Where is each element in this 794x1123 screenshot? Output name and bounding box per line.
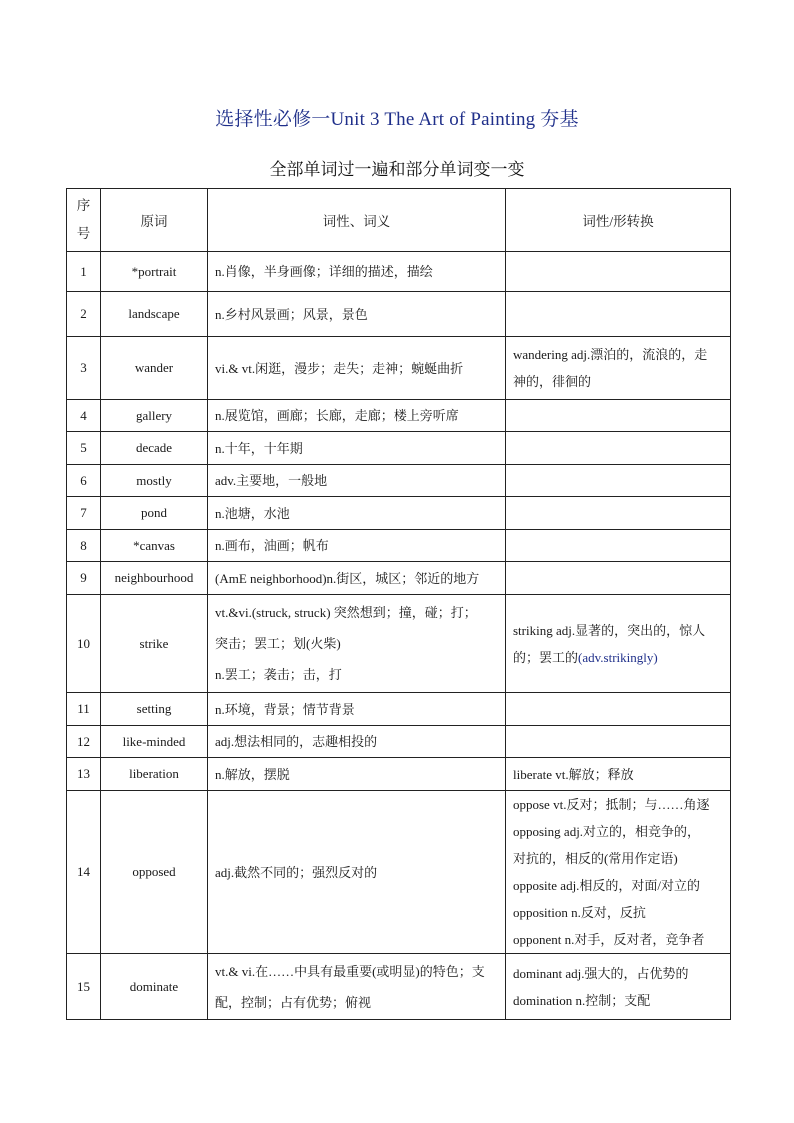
meaning-line: vi.& vt.闲逛，漫步；走失；走神；蜿蜒曲折 xyxy=(215,360,464,376)
row-word: strike xyxy=(101,595,208,693)
header-word: 原词 xyxy=(101,189,208,252)
table-row xyxy=(67,432,731,465)
row-number: 1 xyxy=(67,252,101,292)
meaning-line: n.环境，背景；情节背景 xyxy=(215,701,355,717)
meaning-line: n.解放，摆脱 xyxy=(215,766,290,782)
meaning-line: adj.想法相同的，志趣相投的 xyxy=(215,734,378,749)
transform-line: striking adj.显著的，突出的，惊人 xyxy=(513,622,706,638)
row-transform xyxy=(506,693,731,726)
row-meaning xyxy=(208,726,506,758)
meaning-line: vt.& vi.在……中具有最重要(或明显)的特色；支 xyxy=(215,963,485,979)
row-transform xyxy=(506,791,731,954)
table-row xyxy=(67,337,731,400)
row-number: 5 xyxy=(67,432,101,465)
table-header-row xyxy=(67,189,731,252)
row-meaning xyxy=(208,465,506,497)
table-row xyxy=(67,497,731,530)
meaning-line: n.十年，十年期 xyxy=(215,440,303,456)
table-row xyxy=(67,465,731,497)
row-word: *canvas xyxy=(101,530,208,562)
row-transform xyxy=(506,595,731,693)
row-transform xyxy=(506,530,731,562)
transform-line: opponent n.对手，反对者，竞争者 xyxy=(513,932,705,947)
row-meaning xyxy=(208,400,506,432)
row-word: neighbourhood xyxy=(101,562,208,595)
row-number: 3 xyxy=(67,337,101,400)
row-number: 15 xyxy=(67,954,101,1020)
meaning-line: 突击；罢工；划(火柴) xyxy=(215,636,341,651)
meaning-line: n.肖像，半身画像；详细的描述，描绘 xyxy=(215,264,433,279)
row-meaning xyxy=(208,758,506,791)
table-row xyxy=(67,954,731,1020)
header-transform: 词性/形转换 xyxy=(506,189,731,252)
transform-line: opposite adj.相反的，对面/对立的 xyxy=(513,878,701,893)
row-number: 9 xyxy=(67,562,101,595)
row-word: mostly xyxy=(101,465,208,497)
vocabulary-table xyxy=(66,188,731,1020)
row-number: 4 xyxy=(67,400,101,432)
transform-line: dominant adj.强大的，占优势的 xyxy=(513,965,689,981)
row-transform xyxy=(506,337,731,400)
row-word: decade xyxy=(101,432,208,465)
row-number: 6 xyxy=(67,465,101,497)
transform-adverb: (adv.strikingly) xyxy=(578,649,658,665)
table-row xyxy=(67,292,731,337)
row-transform xyxy=(506,726,731,758)
row-word: liberation xyxy=(101,758,208,791)
meaning-line: 配，控制；占有优势；俯视 xyxy=(215,994,372,1010)
row-number: 12 xyxy=(67,726,101,758)
row-meaning xyxy=(208,497,506,530)
row-word: gallery xyxy=(101,400,208,432)
row-word: like-minded xyxy=(101,726,208,758)
table-row xyxy=(67,791,731,954)
row-meaning xyxy=(208,252,506,292)
row-word: opposed xyxy=(101,791,208,954)
transform-line: 神的，徘徊的 xyxy=(513,374,592,389)
row-transform xyxy=(506,432,731,465)
row-number: 2 xyxy=(67,292,101,337)
row-transform xyxy=(506,465,731,497)
row-transform xyxy=(506,562,731,595)
row-word: dominate xyxy=(101,954,208,1020)
row-meaning xyxy=(208,562,506,595)
transform-line: oppose vt.反对；抵制；与……角逐 xyxy=(513,797,710,812)
transform-line: 对抗的，相反的(常用作定语) xyxy=(513,851,678,866)
row-meaning xyxy=(208,337,506,400)
header-meaning: 词性、词义 xyxy=(208,189,506,252)
table-row xyxy=(67,530,731,562)
transform-line: opposition n.反对，反抗 xyxy=(513,905,646,920)
row-word: pond xyxy=(101,497,208,530)
row-meaning xyxy=(208,954,506,1020)
page-title: 选择性必修一Unit 3 The Art of Painting 夯基 xyxy=(215,109,579,130)
row-meaning xyxy=(208,292,506,337)
meaning-line: vt.&vi.(struck, struck) 突然想到；撞，碰；打； xyxy=(215,605,477,620)
row-meaning xyxy=(208,791,506,954)
row-meaning xyxy=(208,595,506,693)
row-word: *portrait xyxy=(101,252,208,292)
meaning-line: n.罢工；袭击；击，打 xyxy=(215,667,342,682)
transform-line: liberate vt.解放；释放 xyxy=(513,766,634,782)
header-number: 序 号 xyxy=(67,189,101,252)
meaning-line: n.展览馆，画廊；长廊，走廊；楼上旁听席 xyxy=(215,408,459,423)
row-word: setting xyxy=(101,693,208,726)
meaning-line: n.乡村风景画；风景，景色 xyxy=(215,306,368,322)
page-subtitle: 全部单词过一遍和部分单词变一变 xyxy=(269,160,525,179)
table-row xyxy=(67,726,731,758)
transform-line: wandering adj.漂泊的，流浪的，走 xyxy=(513,347,708,362)
row-word: wander xyxy=(101,337,208,400)
table-row xyxy=(67,400,731,432)
table-row xyxy=(67,252,731,292)
table-row xyxy=(67,693,731,726)
table-row xyxy=(67,595,731,693)
transform-line: opposing adj.对立的，相竞争的， xyxy=(513,824,701,839)
row-number: 7 xyxy=(67,497,101,530)
row-transform xyxy=(506,954,731,1020)
row-meaning xyxy=(208,432,506,465)
meaning-line: (AmE neighborhood)n.街区，城区；邻近的地方 xyxy=(215,570,480,586)
row-meaning xyxy=(208,693,506,726)
transform-line: domination n.控制；支配 xyxy=(513,992,651,1008)
row-transform xyxy=(506,758,731,791)
row-meaning xyxy=(208,530,506,562)
meaning-line: adj.截然不同的；强烈反对的 xyxy=(215,864,378,880)
row-transform xyxy=(506,497,731,530)
row-number: 8 xyxy=(67,530,101,562)
transform-line: 的；罢工的(adv.strikingly) xyxy=(513,649,658,665)
row-transform xyxy=(506,252,731,292)
table-row xyxy=(67,562,731,595)
table-row xyxy=(67,758,731,791)
meaning-line: n.池塘，水池 xyxy=(215,505,290,521)
row-number: 11 xyxy=(67,693,101,726)
meaning-line: n.画布，油画；帆布 xyxy=(215,538,329,553)
row-number: 10 xyxy=(67,595,101,693)
row-transform xyxy=(506,292,731,337)
row-transform xyxy=(506,400,731,432)
meaning-line: adv.主要地，一般地 xyxy=(215,473,328,488)
row-number: 13 xyxy=(67,758,101,791)
row-word: landscape xyxy=(101,292,208,337)
row-number: 14 xyxy=(67,791,101,954)
